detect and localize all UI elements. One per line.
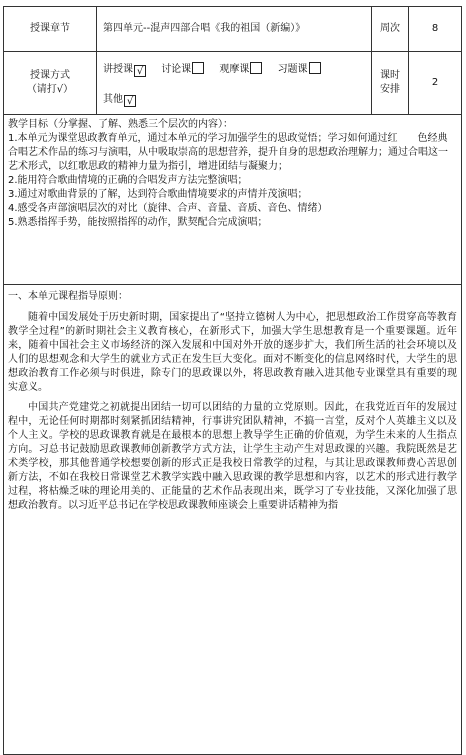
chapter-label: 授课章节 (4, 7, 97, 52)
weeks-label: 周次 (372, 7, 409, 52)
body-paragraph-1: 随着中国发展处于历史新时期，国家提出了“坚持立德树人为中心，把思想政治工作贯穿高等教育教学全过程”的新时期社会主义教育核心，在新形式下，加强大学生思想教育是一个重要课题。近年来，随着中国社会主义市场经济的深入发展和中国对外开放的逐步扩大，我们所生活的社会环境以及人们的思想观念和大学生的就业方式正在发生巨大变化。面对不断变化的信息网络时代，大学生的思想政治教育工作必须与时俱进，除专门的思政课以外，将思政教育融入进其他专业课堂具有重要的现实意义。 (8, 312, 457, 393)
chapter-value: 第四单元--混声四部合唱《我的祖国（新编）》 (97, 7, 372, 52)
method-other[interactable] (103, 94, 136, 105)
hours-label (372, 52, 409, 115)
teaching-goals (4, 115, 462, 285)
method-observation-label: 观摩课 (219, 63, 250, 75)
goal-item-3: 3.通过对歌曲背景的了解，达到符合歌曲情境要求的声情并茂演唱； (8, 189, 308, 200)
method-label (4, 52, 97, 115)
section-heading: 一、本单元课程指导原则： (8, 291, 128, 302)
method-lecture-label: 讲授课 (103, 63, 133, 75)
hours-label-line1: 课时 (380, 70, 400, 81)
goals-title: 教学目标（分掌握、了解、熟悉三个层次的内容）： (8, 119, 233, 130)
method-lecture-checkbox[interactable]: √ (134, 65, 146, 77)
hours-label-line2: 安排 (380, 84, 400, 95)
method-exercise-label: 习题课 (277, 63, 308, 75)
chapter-row (4, 7, 462, 52)
method-options-line2 (103, 93, 365, 107)
method-exercise[interactable] (278, 64, 321, 75)
method-label-line2: （请打√） (26, 84, 74, 95)
weeks-value: 8 (409, 7, 462, 52)
method-row (4, 52, 462, 115)
method-observation[interactable] (219, 64, 262, 75)
method-exercise-checkbox[interactable] (309, 62, 321, 74)
goal-item-2: 2.能用符合歌曲情境的正确的合唱发声方法完整演唱； (8, 175, 248, 186)
lesson-plan-table (3, 6, 462, 755)
method-other-checkbox[interactable]: √ (124, 95, 136, 107)
body-paragraph-2: 中国共产党建党之初就提出团结一切可以团结的力量的立党原则。因此，在我党近百年的发展过程中，无论任何时期都时刻紧抓团结精神，行事讲究团队精神，不搞一言堂，反对个人英雄主义以及个人主义。学校的思政课教育就是在最根本的思想上教导学生正确的价值观，为学生未来的人生指点方向。习总书记鼓励思政课教师创新教学方式方法，让学生主动产生对思政课的兴趣。我院既然是艺术类学校，那其他普通学校想要创新的形式正是我校日常教学的过程，与其让思政课教师费心苦思创新方法，不如在我校日常课堂艺术教学实践中融入思政课的教学思想和内容，以艺术的形式进行教学过程，将枯燥乏味的理论用美的、正能量的艺术作品表现出来，既学习了专业技能，又深化加强了思想政治教育。以习近平总书记在学校思政课教师座谈会上重要讲话精神为指 (8, 402, 457, 511)
unit-principles (4, 285, 462, 755)
method-other-label: 其他 (103, 93, 123, 105)
method-discussion-label: 讨论课 (161, 63, 192, 75)
method-options-line1 (103, 62, 365, 77)
method-lecture[interactable] (103, 64, 146, 75)
goals-row (4, 115, 462, 285)
method-options (97, 52, 372, 115)
hours-value: 2 (409, 52, 462, 115)
goal-item-4: 4.感受各声部演唱层次的对比（旋律、合声、音量、音质、音色、情绪） (8, 203, 328, 214)
goal-item-5: 5.熟悉指挥手势，能按照指挥的动作，默契配合完成演唱； (8, 217, 268, 228)
method-label-line1: 授课方式 (30, 70, 70, 81)
content-row (4, 285, 462, 755)
method-observation-checkbox[interactable] (250, 62, 262, 74)
method-discussion[interactable] (161, 64, 204, 75)
method-discussion-checkbox[interactable] (192, 62, 204, 74)
goal-item-1: 1.本单元为课堂思政教育单元，通过本单元的学习加强学生的思政觉悟；学习如何通过红 色经典合唱艺术作品的练习与演唱，从中吸取崇高的思想营养，提升自身的思想政治理解力；通过合唱这一艺术形式，以红歌思政的精神力量为指引，增进团结与凝聚力； (8, 133, 448, 172)
